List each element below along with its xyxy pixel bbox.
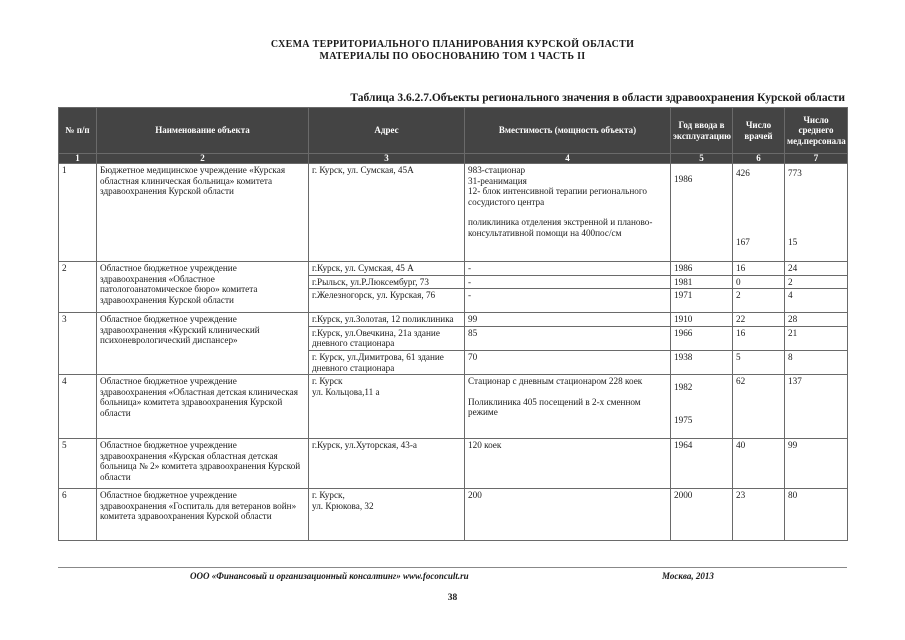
table-row xyxy=(59,164,848,262)
footer-divider xyxy=(58,567,847,568)
row-number: 3 xyxy=(59,313,97,375)
object-capacity: - xyxy=(465,262,671,276)
object-name: Областное бюджетное учреждение здравоохранения «Курская областная детская больница № 2» комитета здравоохранения Курской области xyxy=(97,439,309,489)
object-capacity: 70 xyxy=(465,350,671,374)
object-capacity: - xyxy=(465,275,671,289)
object-address xyxy=(309,375,465,439)
object-capacity: 200 xyxy=(465,489,671,541)
object-address xyxy=(309,489,465,541)
year-commissioned: 2000 xyxy=(671,489,733,541)
col-header-address: Адрес xyxy=(309,108,465,154)
col-header-nurses: Число среднего мед.персонала xyxy=(785,108,848,154)
nurses-count: 2 xyxy=(785,275,848,289)
object-address: г.Курск, ул.Овечкина, 21а здание дневного стационара xyxy=(309,326,465,350)
col-header-year: Год ввода в эксплуатацию xyxy=(671,108,733,154)
year-commissioned: 1964 xyxy=(671,439,733,489)
doctors-count: 2 xyxy=(733,289,785,313)
table-header-row xyxy=(59,108,848,154)
year-value: 1982 xyxy=(674,382,693,393)
row-number: 2 xyxy=(59,262,97,313)
nurses-value: 15 xyxy=(788,236,798,247)
document-header-line1: СХЕМА ТЕРРИТОРИАЛЬНОГО ПЛАНИРОВАНИЯ КУРСКОЙ ОБЛАСТИ xyxy=(270,39,635,50)
nurses-count: 28 xyxy=(785,313,848,327)
year-commissioned xyxy=(671,375,733,439)
year-commissioned: 1986 xyxy=(671,164,733,262)
col-number: 1 xyxy=(59,154,97,164)
nurses-count: 80 xyxy=(785,489,848,541)
address-line: г. Курск, xyxy=(312,490,345,501)
year-commissioned: 1986 xyxy=(671,262,733,276)
year-commissioned: 1971 xyxy=(671,289,733,313)
doctors-count: 16 xyxy=(733,262,785,276)
table-row xyxy=(59,375,848,439)
col-number: 7 xyxy=(785,154,848,164)
capacity-line: 983-стационар xyxy=(468,165,526,175)
doctors-count: 0 xyxy=(733,275,785,289)
col-number: 4 xyxy=(465,154,671,164)
row-number: 6 xyxy=(59,489,97,541)
address-line: г. Курск xyxy=(312,376,343,387)
object-address: г.Рыльск, ул.Р.Люксембург, 73 xyxy=(309,275,465,289)
row-number: 5 xyxy=(59,439,97,489)
capacity-line: поликлиника отделения экстренной и планово-консультативной помощи на 400пос/см xyxy=(468,217,653,238)
doctors-value: 426 xyxy=(736,168,750,178)
object-address: г.Курск, ул.Хуторская, 43-а xyxy=(309,439,465,489)
col-header-capacity: Вместимость (мощность объекта) xyxy=(465,108,671,154)
object-capacity: 99 xyxy=(465,313,671,327)
year-commissioned: 1910 xyxy=(671,313,733,327)
doctors-count: 40 xyxy=(733,439,785,489)
col-number: 6 xyxy=(733,154,785,164)
healthcare-objects-table xyxy=(58,107,848,541)
col-header-doctors: Число врачей xyxy=(733,108,785,154)
table-row xyxy=(59,439,848,489)
object-name: Областное бюджетное учреждение здравоохранения «Курский клинический психоневрологический диспансер» xyxy=(97,313,309,375)
table-row xyxy=(59,313,848,327)
col-header-num: № п/п xyxy=(59,108,97,154)
year-commissioned: 1966 xyxy=(671,326,733,350)
nurses-count: 8 xyxy=(785,350,848,374)
object-capacity: - xyxy=(465,289,671,313)
doctors-count xyxy=(733,164,785,262)
doctors-value: 167 xyxy=(736,236,750,247)
nurses-count: 21 xyxy=(785,326,848,350)
year-value: 1975 xyxy=(674,414,693,425)
table-row xyxy=(59,489,848,541)
footer-city-year: Москва, 2013 xyxy=(662,571,714,581)
capacity-line: 12- блок интенсивной терапии регионального сосудистого центра xyxy=(468,186,647,207)
object-address: г. Курск, ул. Сумская, 45А xyxy=(309,164,465,262)
col-number: 3 xyxy=(309,154,465,164)
page-number: 38 xyxy=(447,593,458,603)
object-capacity xyxy=(465,164,671,262)
doctors-count: 16 xyxy=(733,326,785,350)
capacity-line: Стационар с дневным стационаром 228 коек xyxy=(468,376,643,387)
year-commissioned: 1981 xyxy=(671,275,733,289)
nurses-count: 99 xyxy=(785,439,848,489)
document-header-line2: МАТЕРИАЛЫ ПО ОБОСНОВАНИЮ ТОМ 1 ЧАСТЬ II xyxy=(319,51,586,62)
doctors-count: 62 xyxy=(733,375,785,439)
nurses-value: 773 xyxy=(788,168,802,178)
table-row xyxy=(59,262,848,276)
col-header-name: Наименование объекта xyxy=(97,108,309,154)
object-capacity: 85 xyxy=(465,326,671,350)
nurses-count: 4 xyxy=(785,289,848,313)
col-number: 5 xyxy=(671,154,733,164)
capacity-line: Поликлиника 405 посещений в 2-х сменном режиме xyxy=(468,396,641,418)
object-capacity: 120 коек xyxy=(465,439,671,489)
table-caption: Таблица 3.6.2.7.Объекты регионального значения в области здравоохранения Курской области xyxy=(350,92,845,104)
object-address: г.Курск, ул. Сумская, 45 А xyxy=(309,262,465,276)
object-address: г.Железногорск, ул. Курская, 76 xyxy=(309,289,465,313)
col-number: 2 xyxy=(97,154,309,164)
doctors-count: 22 xyxy=(733,313,785,327)
footer-company: ООО «Финансовый и организационный консалтинг» www.foconcult.ru xyxy=(190,571,469,581)
address-line: ул. Крюкова, 32 xyxy=(312,500,374,511)
object-capacity xyxy=(465,375,671,439)
address-line: ул. Кольцова,11 а xyxy=(312,386,380,397)
object-address: г. Курск, ул.Димитрова, 61 здание дневного стационара xyxy=(309,350,465,374)
nurses-count: 24 xyxy=(785,262,848,276)
object-name: Областное бюджетное учреждение здравоохранения «Областное патологоанатомическое бюро» комитета здравоохранения Курской области xyxy=(97,262,309,313)
object-name: Областное бюджетное учреждение здравоохранения «Областная детская клиническая больница» комитета здравоохранения Курской области xyxy=(97,375,309,439)
row-number: 4 xyxy=(59,375,97,439)
object-address: г.Курск, ул.Золотая, 12 поликлиника xyxy=(309,313,465,327)
capacity-line: 31-реанимация xyxy=(468,175,527,186)
nurses-count xyxy=(785,164,848,262)
doctors-count: 23 xyxy=(733,489,785,541)
doctors-count: 5 xyxy=(733,350,785,374)
row-number: 1 xyxy=(59,164,97,262)
object-name: Бюджетное медицинское учреждение «Курская областная клиническая больница» комитета здравоохранения Курской области xyxy=(97,164,309,262)
table-column-numbers-row xyxy=(59,154,848,164)
nurses-count: 137 xyxy=(785,375,848,439)
object-name: Областное бюджетное учреждение здравоохранения «Госпиталь для ветеранов войн» комитета здравоохранения Курской области xyxy=(97,489,309,541)
year-commissioned: 1938 xyxy=(671,350,733,374)
